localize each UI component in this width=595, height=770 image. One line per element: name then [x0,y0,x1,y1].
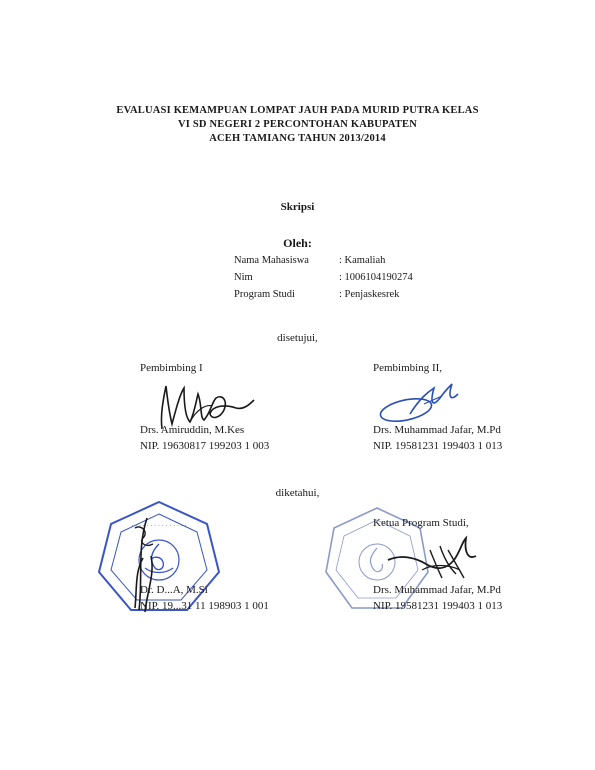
advisor2-role: Pembimbing II, [373,362,443,374]
head-nip: NIP. 19581231 199403 1 013 [373,600,503,612]
advisor1-name: Drs. Amiruddin, M.Kes [140,424,245,436]
study-program-value: : Penjaskesrek [339,289,400,300]
student-info [234,252,494,304]
advisor2-signature [370,378,470,428]
by-label: Oleh: [283,236,312,250]
known-label: diketahui, [275,487,320,499]
study-program-label: Program Studi [234,289,295,300]
advisor1-role: Pembimbing I [140,362,203,374]
advisor2-nip: NIP. 19581231 199403 1 013 [373,440,503,452]
svg-text:· · · · · · · · · · · · · · ·: · · · · · · · · · · · · · · · [131,523,187,530]
dean-nip: NIP. 19...31 11 198903 1 001 [140,600,269,612]
approved-label: disetujui, [277,332,318,344]
dean-name: Dr. D...A, M.Si [140,584,208,596]
title-line-2: VI SD NEGERI 2 PERCONTOHAN KABUPATEN [177,119,418,130]
student-name-label: Nama Mahasiswa [234,255,309,266]
head-name: Drs. Muhammad Jafar, M.Pd [373,584,501,596]
student-name-value: : Kamaliah [339,255,386,266]
title-line-3: ACEH TAMIANG TAHUN 2013/2014 [209,133,386,144]
student-nim-value: : 1006104190274 [339,272,413,283]
head-signature [382,530,482,586]
document-type: Skripsi [280,201,315,213]
title-line-1: EVALUASI KEMAMPUAN LOMPAT JAUH PADA MURID PUTRA KELAS [116,105,479,116]
head-role: Ketua Program Studi, [373,517,469,529]
advisor2-name: Drs. Muhammad Jafar, M.Pd [373,424,501,436]
advisor1-nip: NIP. 19630817 199203 1 003 [140,440,270,452]
student-nim-label: Nim [234,272,253,283]
faculty-seal [95,498,223,616]
